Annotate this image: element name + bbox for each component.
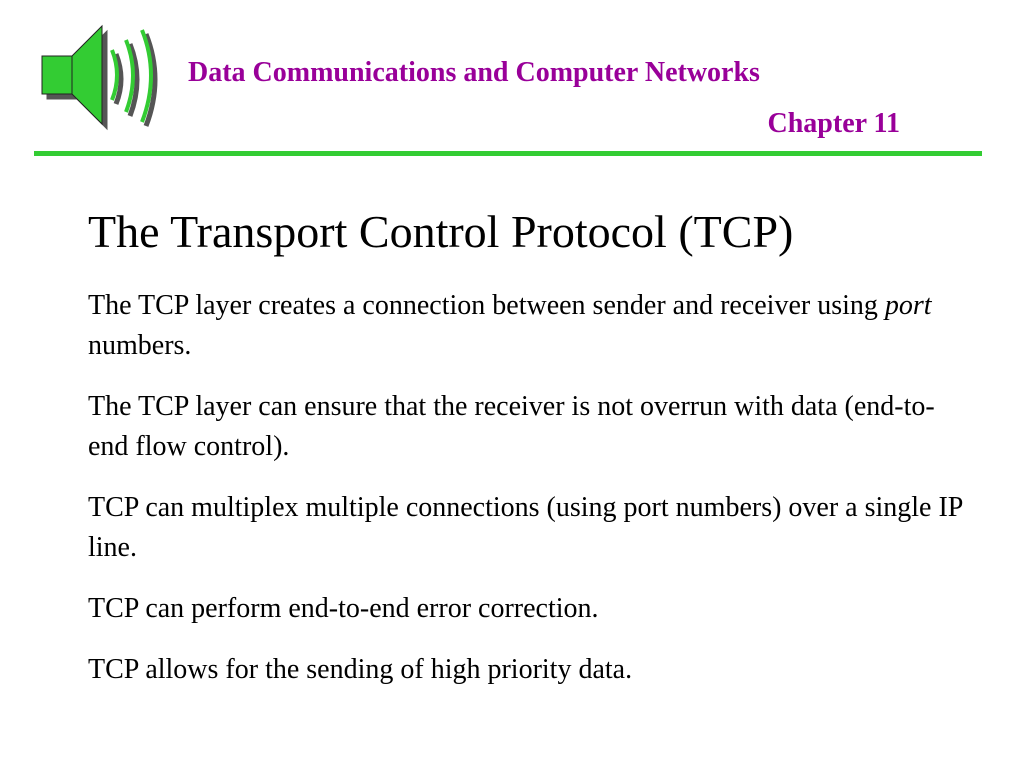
slide-body	[88, 286, 968, 711]
slide-title: The Transport Control Protocol (TCP)	[88, 206, 794, 257]
header-divider	[34, 151, 982, 156]
bullet-2: The TCP layer can ensure that the receiver is not overrun with data (end-to-end flow control).	[88, 391, 935, 462]
bullet-5: TCP allows for the sending of high priority data.	[88, 654, 633, 685]
header-chapter: Chapter 11	[767, 108, 900, 139]
bullet-1-italic: port	[884, 290, 932, 321]
bullet-3: TCP can multiplex multiple connections (using port numbers) over a single IP line.	[88, 492, 963, 563]
bullet-1-text: The TCP layer creates a connection between sender and receiver using	[88, 290, 885, 321]
speaker-sound-icon[interactable]	[36, 20, 170, 136]
bullet-1	[88, 286, 968, 366]
bullet-1-text-end: numbers.	[88, 330, 192, 361]
bullet-4: TCP can perform end-to-end error correction.	[88, 593, 599, 624]
header-title: Data Communications and Computer Networks	[188, 57, 760, 88]
